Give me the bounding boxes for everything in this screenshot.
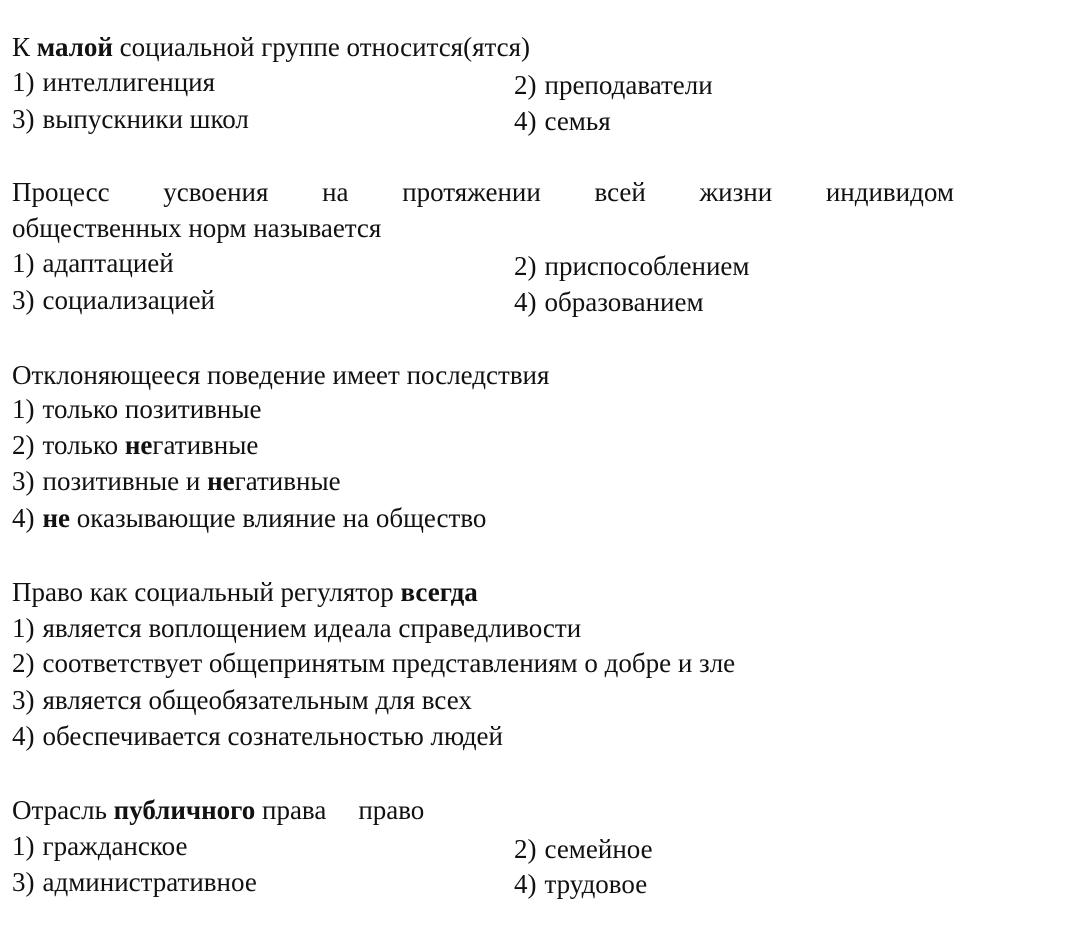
answer-option: 2) преподаватели bbox=[514, 70, 713, 100]
answer-option: 1) адаптацией bbox=[12, 248, 174, 278]
answer-option: 1) только позитивные bbox=[12, 394, 262, 424]
answer-option: 2) соответствует общепринятым представлениям о добре и зле bbox=[12, 648, 736, 678]
answer-option: 4) обеспечивается сознательностью людей bbox=[12, 721, 503, 751]
answer-option: 4) не оказывающие влияние на общество bbox=[12, 503, 487, 533]
answer-option: 2) семейное bbox=[514, 834, 653, 864]
answer-option: 3) является общеобязательным для всех bbox=[12, 685, 472, 715]
answer-option: 3) выпускники школ bbox=[12, 104, 249, 134]
answer-option: 1) гражданское bbox=[12, 831, 188, 861]
answer-option: 2) приспособлением bbox=[514, 251, 750, 281]
emphasis: не bbox=[42, 503, 71, 533]
question-2-stem-continued: общественных норм называется bbox=[12, 213, 382, 243]
answer-option: 4) семья bbox=[514, 106, 611, 136]
emphasis: не bbox=[124, 430, 153, 460]
answer-option: 1) интеллигенция bbox=[12, 67, 216, 97]
emphasis: не bbox=[207, 466, 235, 496]
answer-option: 3) социализацией bbox=[12, 285, 216, 315]
answer-option: 4) трудовое bbox=[514, 869, 648, 899]
emphasis: всегда bbox=[400, 577, 478, 607]
answer-option: 1) является воплощением идеала справедливости bbox=[12, 613, 582, 643]
question-4-stem: Право как социальный регулятор всегда bbox=[12, 577, 478, 607]
emphasis: малой bbox=[36, 32, 113, 62]
answer-option: 2) только негативные bbox=[12, 430, 259, 460]
answer-option: 3) позитивные и негативные bbox=[12, 466, 341, 496]
question-3-stem: Отклоняющееся поведение имеет последствия bbox=[12, 360, 550, 390]
emphasis: публичного bbox=[113, 795, 256, 825]
question-5-stem: Отрасль публичного права право bbox=[12, 795, 425, 825]
question-2-stem: Процесс усвоения на протяжении всей жизни индивидом bbox=[12, 177, 954, 207]
question-1-stem: К малой социальной группе относится(ятся) bbox=[12, 32, 531, 62]
answer-option: 3) административное bbox=[12, 867, 257, 897]
answer-option: 4) образованием bbox=[514, 287, 704, 317]
